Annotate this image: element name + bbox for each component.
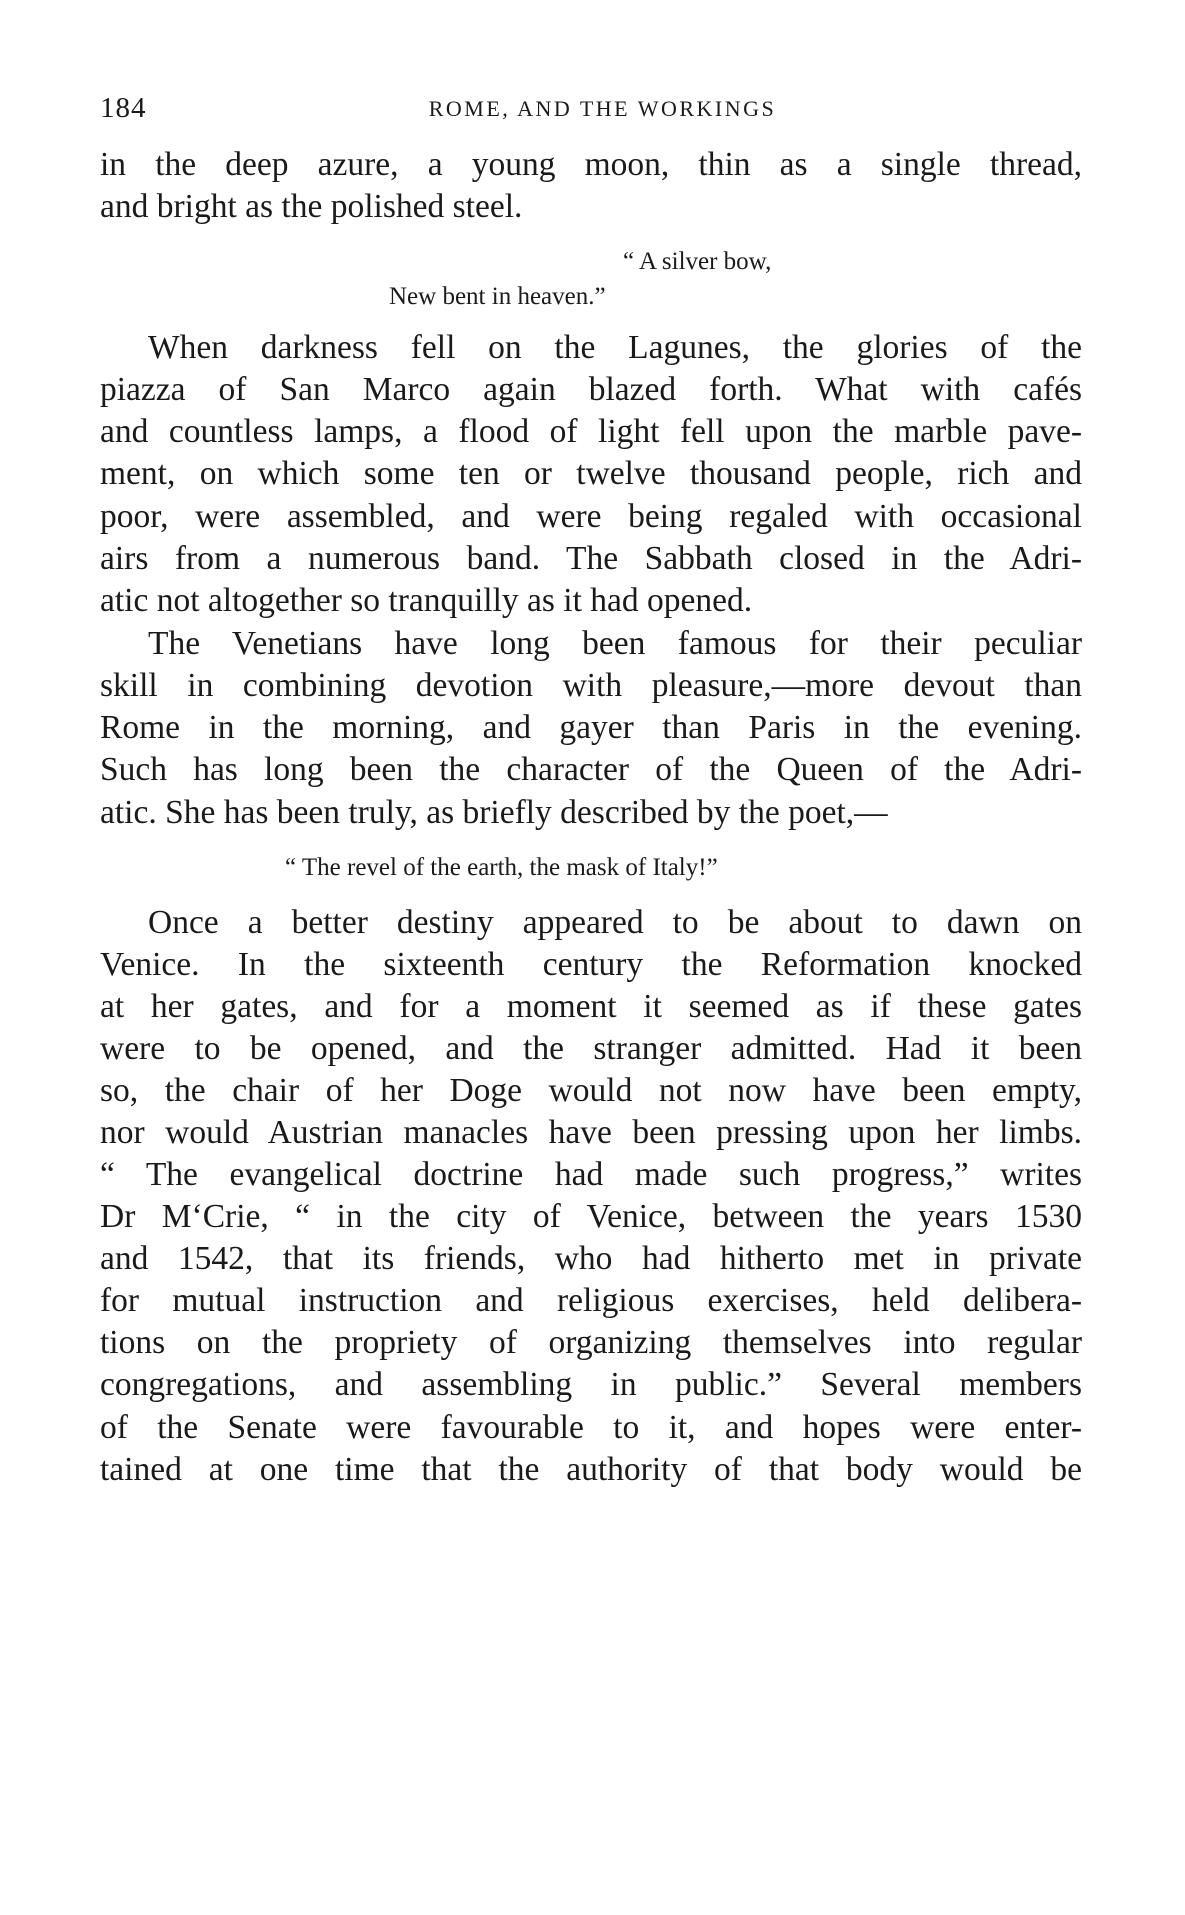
text-line: tained at one time that the authority of that body would be xyxy=(100,1451,1082,1488)
text-line: nor would Austrian manacles have been pressing upon her limbs. xyxy=(100,1114,1082,1151)
text-line: at her gates, and for a moment it seemed as if these gates xyxy=(100,988,1082,1025)
verse-line: New bent in heaven.” xyxy=(389,283,606,310)
text-line: and countless lamps, a flood of light fell upon the marble pave- xyxy=(100,413,1082,450)
text-line: and bright as the polished steel. xyxy=(100,188,523,225)
text-line: of the Senate were favourable to it, and hopes were enter- xyxy=(100,1409,1082,1446)
text-line: piazza of San Marco again blazed forth. What with cafés xyxy=(100,371,1082,408)
text-line: atic. She has been truly, as briefly described by the poet,— xyxy=(100,794,888,831)
text-line: Rome in the morning, and gayer than Paris in the evening. xyxy=(100,709,1082,746)
page-number: 184 xyxy=(100,92,147,124)
text-line: congregations, and assembling in public.” Several members xyxy=(100,1366,1082,1403)
running-title: ROME, AND THE WORKINGS xyxy=(428,96,777,121)
text-line: Dr M‘Crie, “ in the city of Venice, between the years 1530 xyxy=(100,1198,1082,1235)
text-line: ment, on which some ten or twelve thousand people, rich and xyxy=(100,455,1082,492)
text-line: Venice. In the sixteenth century the Reformation knocked xyxy=(100,946,1082,983)
text-line: for mutual instruction and religious exercises, held delibera- xyxy=(100,1282,1082,1319)
text-line: were to be opened, and the stranger admitted. Had it been xyxy=(100,1030,1082,1067)
text-line: “ The evangelical doctrine had made such progress,” writes xyxy=(100,1156,1082,1193)
text-line: poor, were assembled, and were being regaled with occasional xyxy=(100,498,1082,535)
text-line: Once a better destiny appeared to be about to dawn on xyxy=(148,904,1082,941)
text-line: skill in combining devotion with pleasure,—more devout than xyxy=(100,667,1082,704)
text-line: tions on the propriety of organizing themselves into regular xyxy=(100,1324,1082,1361)
text-line: Such has long been the character of the Queen of the Adri- xyxy=(100,751,1082,788)
text-line: and 1542, that its friends, who had hitherto met in private xyxy=(100,1240,1082,1277)
running-head xyxy=(100,92,1085,132)
verse-line: “ A silver bow, xyxy=(623,248,772,275)
text-line: atic not altogether so tranquilly as it had opened. xyxy=(100,582,753,619)
text-line: airs from a numerous band. The Sabbath closed in the Adri- xyxy=(100,540,1082,577)
verse-line: “ The revel of the earth, the mask of Italy!” xyxy=(285,854,718,881)
text-line: in the deep azure, a young moon, thin as a single thread, xyxy=(100,146,1082,183)
text-line: so, the chair of her Doge would not now have been empty, xyxy=(100,1072,1082,1109)
text-line: The Venetians have long been famous for their peculiar xyxy=(148,625,1082,662)
text-line: When darkness fell on the Lagunes, the glories of the xyxy=(148,329,1082,366)
